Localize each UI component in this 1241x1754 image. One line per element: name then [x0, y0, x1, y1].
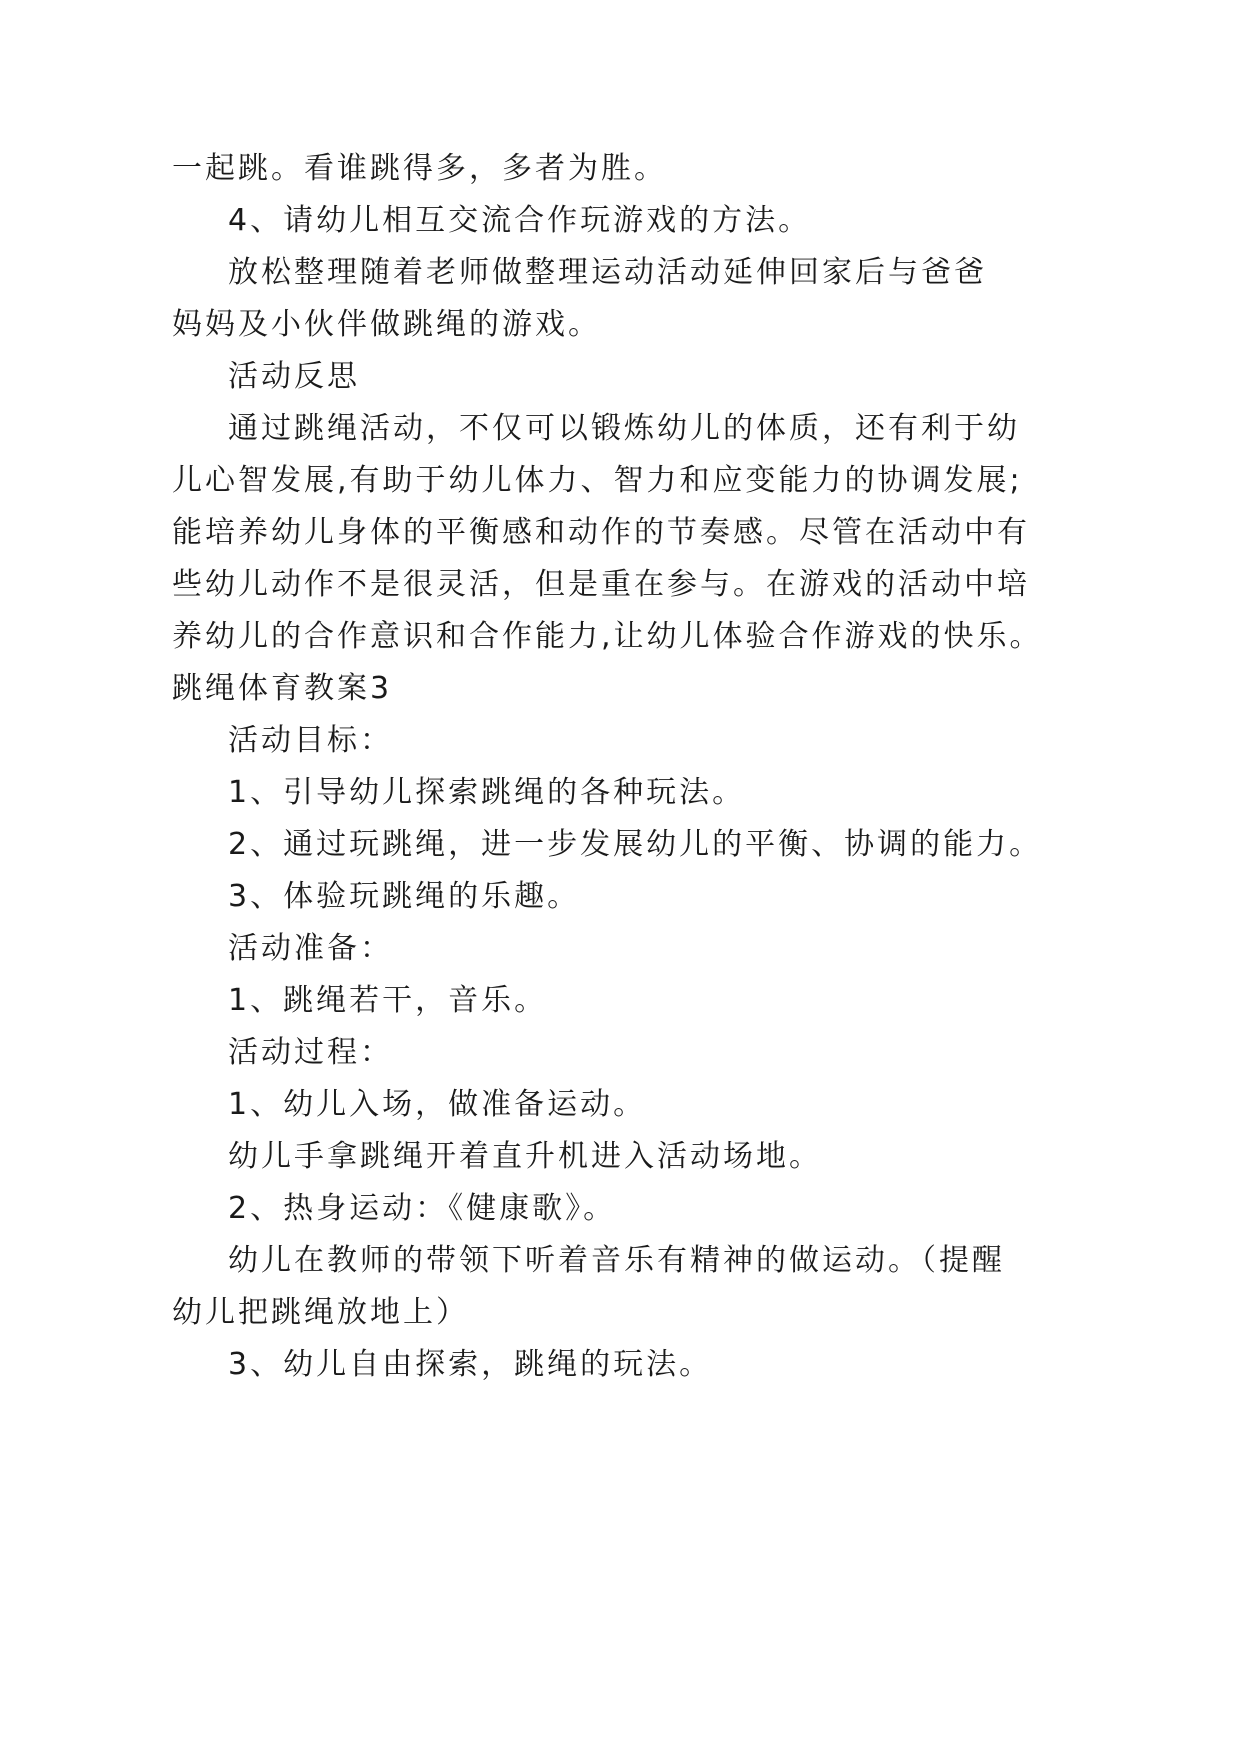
text-line: 养幼儿的合作意识和合作能力,让幼儿体验合作游戏的快乐。 — [172, 619, 1043, 654]
text-line: 放松整理随着老师做整理运动活动延伸回家后与爸爸 — [228, 255, 987, 290]
text-line: 儿心智发展,有助于幼儿体力、智力和应变能力的协调发展; — [172, 463, 1023, 498]
text-line: 些幼儿动作不是很灵活，但是重在参与。在游戏的活动中培 — [172, 567, 1030, 602]
list-item: 3、体验玩跳绳的乐趣。 — [228, 879, 581, 914]
section-heading: 活动准备： — [228, 931, 393, 966]
section-heading: 活动过程： — [228, 1035, 393, 1070]
list-item: 2、热身运动：《健康歌》。 — [228, 1191, 617, 1226]
text-line: 幼儿在教师的带领下听着音乐有精神的做运动。（提醒 — [228, 1243, 1005, 1278]
section-heading: 活动目标： — [228, 723, 393, 758]
section-heading: 活动反思 — [228, 359, 360, 394]
text-line: 幼儿手拿跳绳开着直升机进入活动场地。 — [228, 1139, 822, 1174]
text-line: 幼儿把跳绳放地上） — [172, 1295, 469, 1330]
list-item: 1、跳绳若干，音乐。 — [228, 983, 548, 1018]
text-line: 妈妈及小伙伴做跳绳的游戏。 — [172, 307, 601, 342]
text-line: 一起跳。看谁跳得多，多者为胜。 — [172, 151, 667, 186]
text-line: 4、请幼儿相互交流合作玩游戏的方法。 — [228, 203, 812, 238]
list-item: 3、幼儿自由探索，跳绳的玩法。 — [228, 1347, 713, 1382]
document-title: 跳绳体育教案3 — [172, 671, 393, 706]
text-line: 能培养幼儿身体的平衡感和动作的节奏感。尽管在活动中有 — [172, 515, 1030, 550]
text-line: 通过跳绳活动，不仅可以锻炼幼儿的体质，还有利于幼 — [228, 411, 1020, 446]
list-item: 2、通过玩跳绳，进一步发展幼儿的平衡、协调的能力。 — [228, 827, 1043, 862]
list-item: 1、引导幼儿探索跳绳的各种玩法。 — [228, 775, 746, 810]
list-item: 1、幼儿入场，做准备运动。 — [228, 1087, 647, 1122]
